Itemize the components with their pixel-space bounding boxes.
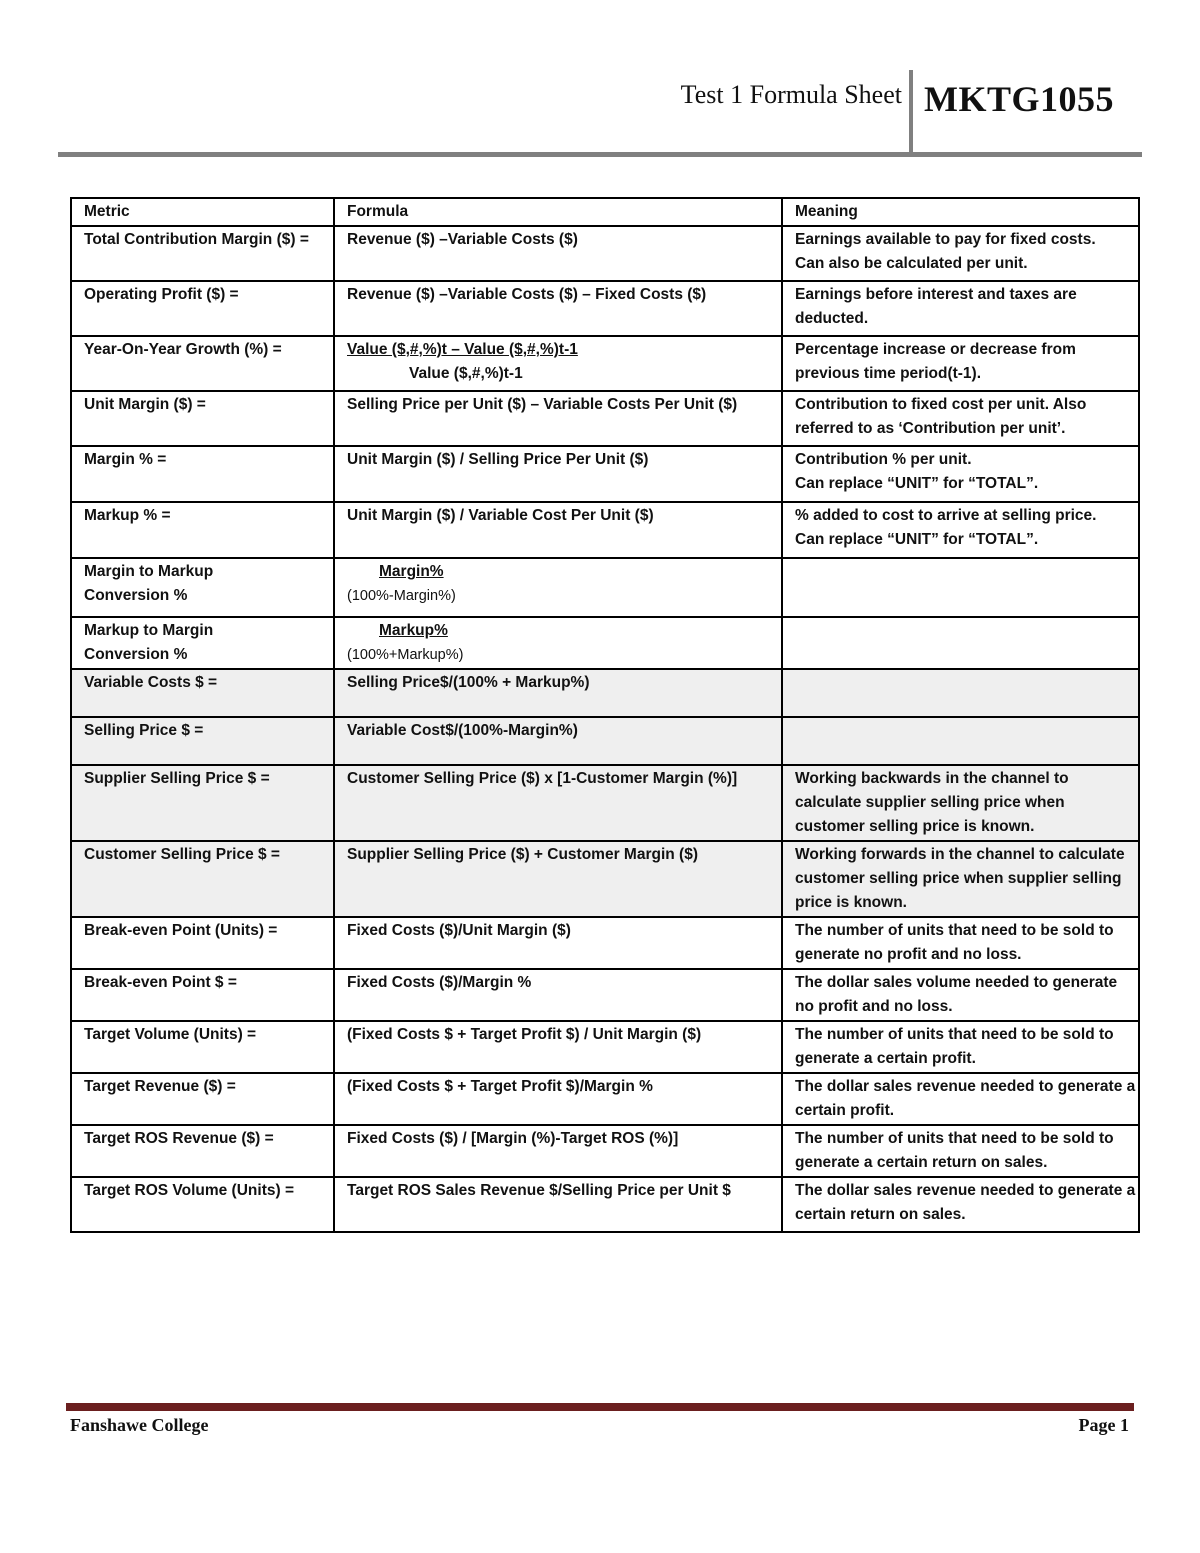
table-row <box>71 391 1139 446</box>
formula-cell: Target ROS Sales Revenue $/Selling Price per Unit $ <box>334 1177 782 1232</box>
formula-cell: Unit Margin ($) / Variable Cost Per Unit ($) <box>334 502 782 558</box>
table-row <box>71 446 1139 502</box>
metric-cell: Supplier Selling Price $ = <box>71 765 334 841</box>
table-row <box>71 617 1139 669</box>
meaning-cell: Working backwards in the channel to calculate supplier selling price when customer selling price is known. <box>782 765 1139 841</box>
formula-cell: Fixed Costs ($)/Margin % <box>334 969 782 1021</box>
table-row <box>71 502 1139 558</box>
metric-cell: Operating Profit ($) = <box>71 281 334 336</box>
meaning-cell: The dollar sales revenue needed to generate a certain profit. <box>782 1073 1139 1125</box>
column-header-meaning: Meaning <box>782 198 1139 226</box>
formula-denominator: (100%-Margin%) <box>347 588 456 604</box>
table-row <box>71 1177 1139 1232</box>
formula-cell: Customer Selling Price ($) x [1-Customer Margin (%)] <box>334 765 782 841</box>
meaning-cell: Contribution to fixed cost per unit. Also referred to as ‘Contribution per unit’. <box>782 391 1139 446</box>
header-rule <box>58 152 1142 157</box>
formula-cell: (Fixed Costs $ + Target Profit $) / Unit Margin ($) <box>334 1021 782 1073</box>
meaning-cell: Working forwards in the channel to calculate customer selling price when supplier selling price is known. <box>782 841 1139 917</box>
table-row <box>71 1125 1139 1177</box>
meaning-cell: Earnings before interest and taxes are deducted. <box>782 281 1139 336</box>
formula-cell: Unit Margin ($) / Selling Price Per Unit ($) <box>334 446 782 502</box>
meaning-cell: % added to cost to arrive at selling price. Can replace “UNIT” for “TOTAL”. <box>782 502 1139 558</box>
formula-denominator: (100%+Markup%) <box>347 647 464 663</box>
footer-institution: Fanshawe College <box>70 1415 209 1435</box>
header-divider <box>909 70 913 156</box>
column-header-metric: Metric <box>71 198 334 226</box>
table-row <box>71 917 1139 969</box>
meaning-cell <box>782 558 1139 617</box>
formula-cell <box>334 558 782 617</box>
formula-numerator: Value ($,#,%)t – Value ($,#,%)t-1 <box>347 341 578 358</box>
meaning-cell <box>782 669 1139 717</box>
metric-cell: Markup to Margin Conversion % <box>71 617 334 669</box>
formula-cell: (Fixed Costs $ + Target Profit $)/Margin % <box>334 1073 782 1125</box>
formula-table <box>70 197 1140 1233</box>
metric-cell: Variable Costs $ = <box>71 669 334 717</box>
column-header-formula: Formula <box>334 198 782 226</box>
table-row <box>71 841 1139 917</box>
meaning-cell: The dollar sales volume needed to generate no profit and no loss. <box>782 969 1139 1021</box>
table-row <box>71 1021 1139 1073</box>
meaning-cell: The number of units that need to be sold to generate a certain profit. <box>782 1021 1139 1073</box>
metric-cell: Customer Selling Price $ = <box>71 841 334 917</box>
formula-cell <box>334 336 782 391</box>
metric-cell: Break-even Point $ = <box>71 969 334 1021</box>
table-row <box>71 1073 1139 1125</box>
meaning-cell: Contribution % per unit. Can replace “UNIT” for “TOTAL”. <box>782 446 1139 502</box>
metric-cell: Margin to Markup Conversion % <box>71 558 334 617</box>
meaning-cell <box>782 617 1139 669</box>
course-code: MKTG1055 <box>924 79 1114 119</box>
formula-cell: Fixed Costs ($)/Unit Margin ($) <box>334 917 782 969</box>
table-row <box>71 336 1139 391</box>
meaning-cell <box>782 717 1139 765</box>
formula-cell: Revenue ($) –Variable Costs ($) – Fixed Costs ($) <box>334 281 782 336</box>
metric-cell: Target Revenue ($) = <box>71 1073 334 1125</box>
formula-cell: Variable Cost$/(100%-Margin%) <box>334 717 782 765</box>
metric-cell: Break-even Point (Units) = <box>71 917 334 969</box>
meaning-cell: The dollar sales revenue needed to generate a certain return on sales. <box>782 1177 1139 1232</box>
formula-cell: Selling Price per Unit ($) – Variable Costs Per Unit ($) <box>334 391 782 446</box>
metric-cell: Unit Margin ($) = <box>71 391 334 446</box>
metric-cell: Total Contribution Margin ($) = <box>71 226 334 281</box>
formula-cell: Fixed Costs ($) / [Margin (%)-Target ROS (%)] <box>334 1125 782 1177</box>
metric-cell: Target ROS Revenue ($) = <box>71 1125 334 1177</box>
page-number: Page 1 <box>1078 1415 1129 1435</box>
meaning-cell: The number of units that need to be sold to generate a certain return on sales. <box>782 1125 1139 1177</box>
metric-cell: Target ROS Volume (Units) = <box>71 1177 334 1232</box>
meaning-cell: Earnings available to pay for fixed costs. Can also be calculated per unit. <box>782 226 1139 281</box>
formula-denominator: Value ($,#,%)t-1 <box>409 365 523 382</box>
footer-rule <box>66 1403 1134 1411</box>
formula-numerator: Margin% <box>379 563 444 580</box>
formula-numerator: Markup% <box>379 622 448 639</box>
document-title: Test 1 Formula Sheet <box>680 80 902 109</box>
meaning-cell: The number of units that need to be sold to generate no profit and no loss. <box>782 917 1139 969</box>
formula-cell: Supplier Selling Price ($) + Customer Margin ($) <box>334 841 782 917</box>
formula-cell: Selling Price$/(100% + Markup%) <box>334 669 782 717</box>
metric-cell: Target Volume (Units) = <box>71 1021 334 1073</box>
metric-cell: Selling Price $ = <box>71 717 334 765</box>
table-row <box>71 969 1139 1021</box>
meaning-cell: Percentage increase or decrease from previous time period(t-1). <box>782 336 1139 391</box>
table-header-row <box>71 198 1139 226</box>
metric-cell: Year-On-Year Growth (%) = <box>71 336 334 391</box>
metric-cell: Margin % = <box>71 446 334 502</box>
table-row <box>71 558 1139 617</box>
table-row <box>71 226 1139 281</box>
table-row <box>71 717 1139 765</box>
metric-cell: Markup % = <box>71 502 334 558</box>
table-row <box>71 281 1139 336</box>
formula-cell: Revenue ($) –Variable Costs ($) <box>334 226 782 281</box>
table-row <box>71 765 1139 841</box>
table-row <box>71 669 1139 717</box>
formula-cell <box>334 617 782 669</box>
